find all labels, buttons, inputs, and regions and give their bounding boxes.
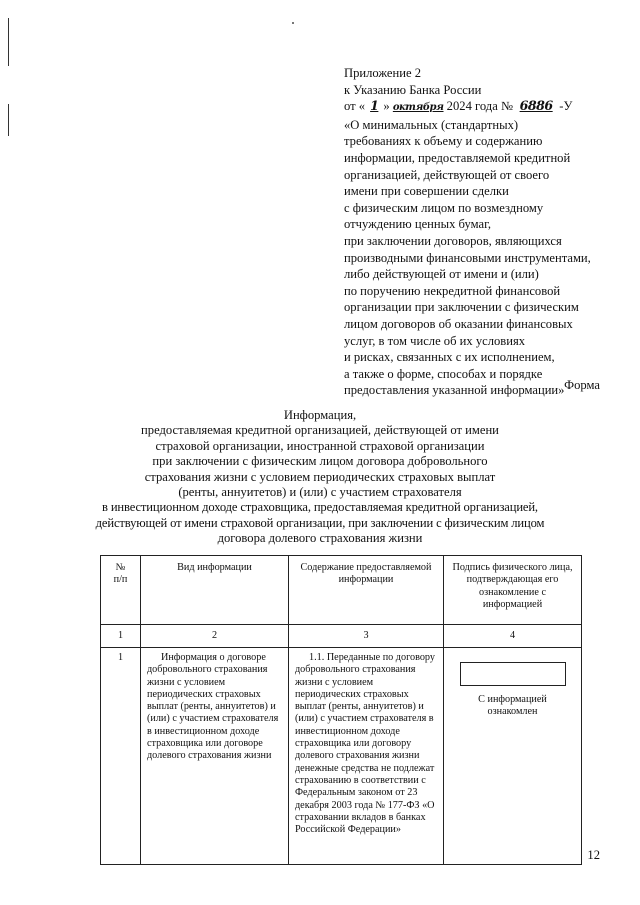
- scan-edge-mark: [8, 18, 9, 66]
- column-number: 1: [101, 625, 141, 648]
- scan-speck: [292, 22, 294, 24]
- signature-acknowledgement: С информацией ознакомлен: [478, 694, 547, 718]
- header-signature: Подпись физического лица, подтверждающая его ознакомление с информацией: [444, 556, 582, 625]
- title-line: страховой организации, иностранной страховой организации: [155, 438, 485, 453]
- row-number: 1: [101, 648, 141, 865]
- appendix-title-line: организации при заключении с физическим: [344, 300, 579, 315]
- appendix-title-line: отчуждению ценных бумаг,: [344, 217, 491, 232]
- row-info-content: 1.1. Переданные по договору добровольного страхования жизни с условием периодических страховых выплат (ренты, аннуитетов) и (или) с участием страхователя в инвестиционном доходе страховщика или договору долевого страхования жизни денежные средства не подлежат страхованию в соответствии с Федеральным законом от 23 декабря 2003 года № 177-ФЗ «О страховании вкладов в банках Российской Федерации»: [289, 648, 444, 865]
- title-line: предоставляемая кредитной организацией, действующей от имени: [141, 423, 499, 438]
- signature-box[interactable]: [460, 662, 566, 686]
- title-line: договора долевого страхования жизни: [217, 531, 423, 546]
- column-number: 2: [141, 625, 289, 648]
- appendix-date-line: [344, 98, 624, 117]
- title-line: (ренты, аннуитетов) и (или) с участием страхователя: [178, 485, 462, 500]
- appendix-line: Приложение 2: [344, 66, 422, 80]
- appendix-title-line: при заключении договоров, являющихся: [344, 233, 562, 248]
- appendix-title-line: информации, предоставляемой кредитной: [344, 150, 571, 165]
- appendix-title-line: услуг, в том числе об их условиях: [344, 333, 526, 348]
- appendix-title-line: а также о форме, способах и порядке: [344, 366, 543, 381]
- form-label: Форма: [564, 378, 600, 392]
- appendix-title-line: и рисках, связанных с их исполнением,: [344, 350, 555, 365]
- appendix-title-line: по поручению некредитной финансовой: [344, 283, 561, 298]
- date-day-handwritten: 1: [370, 98, 379, 114]
- appendix-title-line: с физическим лицом по возмездному: [344, 200, 544, 215]
- appendix-title-line: требованиях к объему и содержанию: [344, 134, 543, 149]
- date-separator: »: [383, 99, 390, 114]
- title-line: в инвестиционном доходе страховщика, предоставляемая кредитной организацией,: [102, 500, 538, 515]
- date-month-handwritten: октября: [392, 102, 444, 114]
- table-header-row: [101, 556, 582, 625]
- header-info-content: Содержание предоставляемой информации: [289, 556, 444, 625]
- table-row: [101, 648, 582, 865]
- page-number: 12: [587, 848, 600, 862]
- title-line: действующей от имени страховой организации, при заключении с физическим лицом: [95, 515, 545, 530]
- appendix-title-line: организацией, действующей от своего: [344, 167, 550, 182]
- appendix-header: [344, 65, 624, 399]
- appendix-title-line: либо действующей от имени и (или): [344, 267, 539, 282]
- table-column-number-row: [101, 625, 582, 648]
- column-number: 3: [289, 625, 444, 648]
- appendix-title-line: предоставления указанной информации»: [344, 383, 565, 398]
- appendix-title-line: производными финансовыми инструментами,: [344, 250, 591, 265]
- header-number: № п/п: [101, 556, 141, 625]
- date-year: 2024 года №: [446, 99, 513, 114]
- appendix-title-line: имени при совершении сделки: [344, 184, 509, 199]
- document-number-handwritten: 6886: [519, 98, 553, 114]
- appendix-title-line: лицом договоров об оказании финансовых: [344, 316, 573, 331]
- appendix-title-line: «О минимальных (стандартных): [344, 117, 519, 132]
- number-suffix: -У: [559, 99, 573, 114]
- title-line: при заключении с физическим лицом договора добровольного: [152, 454, 488, 469]
- column-number: 4: [444, 625, 582, 648]
- row-signature-cell: [444, 648, 582, 865]
- title-heading: Информация,: [283, 408, 357, 422]
- scan-edge-mark: [8, 104, 9, 136]
- date-prefix: от «: [344, 99, 366, 114]
- document-title: [70, 408, 570, 547]
- row-info-kind: Информация о договоре добровольного страхования жизни с условием периодических страховых выплат (ренты, аннуитетов) и (или) с участием страхователя в инвестиционном доходе страховщика или договоре долевого страхования жизни: [141, 648, 289, 865]
- information-table: [100, 555, 582, 865]
- title-line: страхования жизни с условием периодических страховых выплат: [144, 469, 496, 484]
- appendix-line: к Указанию Банка России: [344, 82, 482, 97]
- header-info-kind: Вид информации: [141, 556, 289, 625]
